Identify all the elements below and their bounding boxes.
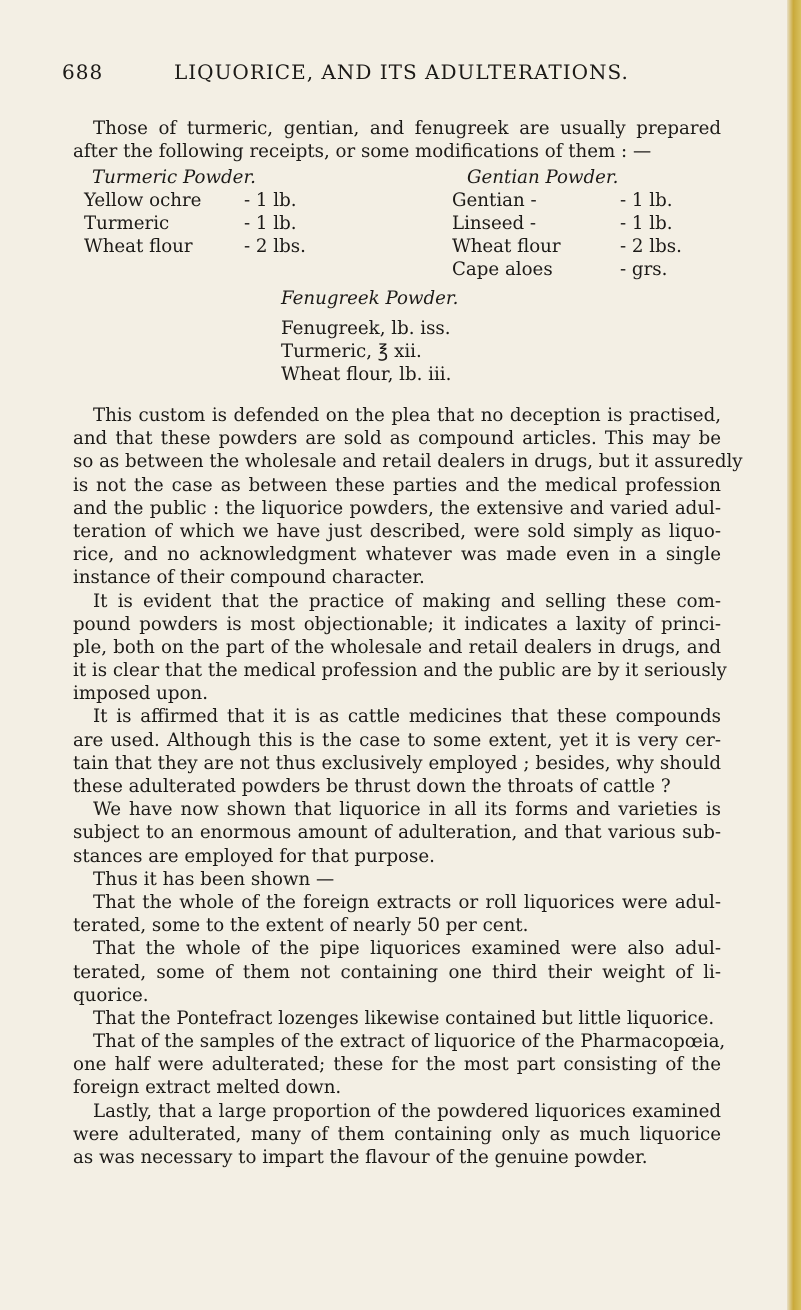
text-line: Those of turmeric, gentian, and fenugreek are usually prepared xyxy=(93,118,721,139)
text-line: foreign extract melted down. xyxy=(73,1077,342,1099)
running-header xyxy=(62,60,722,90)
text-line: pound powders is most objectionable; it indicates a laxity of princi- xyxy=(73,613,721,635)
text-line: tain that they are not thus exclusively employed ; besides, why should xyxy=(73,752,721,774)
text-line: This custom is defended on the plea that no deception is practised, xyxy=(93,405,721,426)
ingredient-line: Fenugreek, lb. iss. xyxy=(281,318,451,339)
ingredient-qty: - 2 lbs. xyxy=(620,236,682,257)
ingredient-name: Turmeric xyxy=(84,213,170,234)
ingredient-line: Turmeric, ℥ xii. xyxy=(281,341,422,362)
gentian-powder-title: Gentian Powder. xyxy=(467,167,619,188)
text-line: quorice. xyxy=(73,984,149,1006)
text-line: one half were adulterated; these for the most part consisting of the xyxy=(73,1054,721,1076)
text-line: and that these powders are sold as compound articles. This may be xyxy=(73,428,721,450)
text-line: are used. Although this is the case to some extent, yet it is very cer- xyxy=(73,729,721,751)
ingredient-qty: - grs. xyxy=(620,259,668,280)
text-line: imposed upon. xyxy=(73,683,208,705)
text-line: That the Pontefract lozenges likewise contained but little liquorice. xyxy=(93,1007,715,1029)
text-line: That of the samples of the extract of liquorice of the Pharmacopœia, xyxy=(93,1031,726,1053)
ingredient-qty: - 1 lb. xyxy=(244,213,297,234)
text-line: so as between the wholesale and retail dealers in drugs, but it assuredly xyxy=(73,451,743,473)
running-title: LIQUORICE, AND ITS ADULTERATIONS. xyxy=(174,60,629,84)
intro-paragraph xyxy=(73,117,721,163)
ingredient-name: Wheat flour xyxy=(452,236,561,257)
ingredient-name: Linseed - xyxy=(452,213,537,234)
text-line: were adulterated, many of them containing only as much liquorice xyxy=(73,1123,721,1145)
text-line: and the public : the liquorice powders, the extensive and varied adul- xyxy=(73,497,721,519)
text-line: We have now shown that liquorice in all its forms and varieties is xyxy=(93,799,721,821)
text-line: It is affirmed that it is as cattle medicines that these compounds xyxy=(93,706,721,728)
text-line: That the whole of the foreign extracts or roll liquorices were adul- xyxy=(93,891,721,913)
text-line: instance of their compound character. xyxy=(73,567,425,589)
text-line: after the following receipts, or some modifications of them : — xyxy=(73,141,652,163)
turmeric-powder-title: Turmeric Powder. xyxy=(92,167,256,188)
page-number: 688 xyxy=(62,60,104,84)
text-line: ple, both on the part of the wholesale and retail dealers in drugs, and xyxy=(73,636,721,658)
text-line: Thus it has been shown — xyxy=(93,868,335,890)
text-line: teration of which we have just described, were sold simply as liquo- xyxy=(73,520,721,542)
text-line: these adulterated powders be thrust down the throats of cattle ? xyxy=(73,776,671,797)
text-line: terated, some to the extent of nearly 50 per cent. xyxy=(73,915,529,937)
ingredient-qty: - 1 lb. xyxy=(244,190,297,211)
text-line: terated, some of them not containing one third their weight of li- xyxy=(73,961,721,983)
ingredient-line: Wheat flour, lb. iii. xyxy=(281,364,452,385)
text-line: is not the case as between these parties and the medical profession xyxy=(73,474,721,496)
ingredient-name: Gentian - xyxy=(452,190,537,211)
text-line: subject to an enormous amount of adulteration, and that various sub- xyxy=(73,822,721,844)
ingredient-name: Yellow ochre xyxy=(84,190,202,211)
ingredient-qty: - 2 lbs. xyxy=(244,236,306,257)
body-text xyxy=(73,404,743,1169)
text-line: as was necessary to impart the flavour of the genuine powder. xyxy=(73,1147,648,1168)
text-line: It is evident that the practice of making and selling these com- xyxy=(93,590,721,612)
text-line: it is clear that the medical profession and the public are by it seriously xyxy=(73,660,727,682)
text-line: Lastly, that a large proportion of the powdered liquorices examined xyxy=(93,1100,721,1122)
text-line: stances are employed for that purpose. xyxy=(73,845,435,867)
recipes-block xyxy=(0,166,801,396)
text-line: rice, and no acknowledgment whatever was made even in a single xyxy=(73,544,721,566)
ingredient-name: Wheat flour xyxy=(84,236,193,257)
ingredient-name: Cape aloes xyxy=(452,259,553,280)
ingredient-qty: - 1 lb. xyxy=(620,190,673,211)
ingredient-qty: - 1 lb. xyxy=(620,213,673,234)
fenugreek-powder-title: Fenugreek Powder. xyxy=(281,288,459,309)
text-line: That the whole of the pipe liquorices examined were also adul- xyxy=(93,938,721,960)
